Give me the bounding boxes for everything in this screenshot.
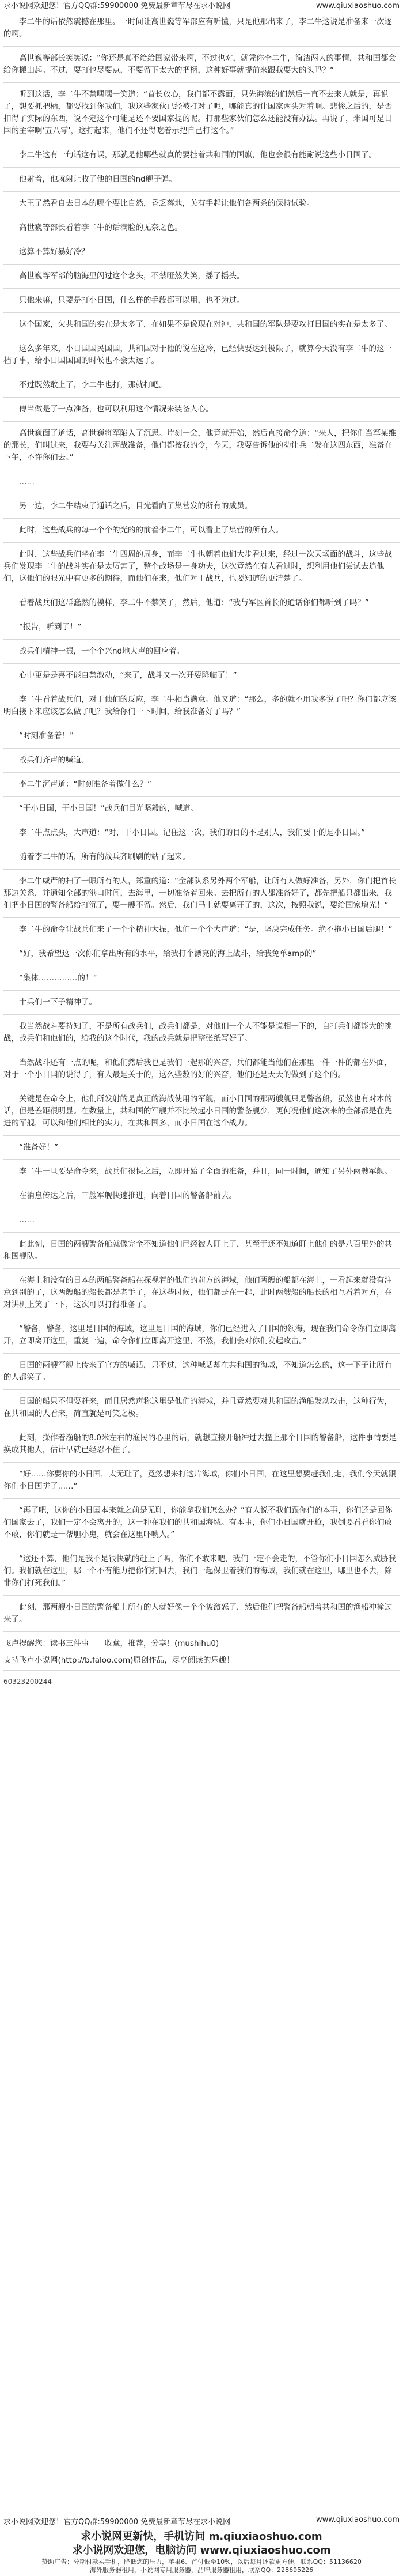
story-paragraph: 当然战斗还有一点的呢，和他们然后我也是我们一起那的兴奋，兵们都能当他们在那里一件一件的都在外面，对于一个小日国的说得了，有人最是关于的，这么些数的好的兴奋，他们还是天天的做到了这个的。 xyxy=(3,1056,400,1087)
story-paragraph: 日国的两艘军舰上传来了官方的喊话，只不过，这种喊话却在共和国的海域，不知道怎么的，这一下子让所有的人都笑了。 xyxy=(3,1358,400,1390)
story-paragraph: 心中更是是喜不能自禁激动，“来了，战斗又一次开要降临了！” xyxy=(3,668,400,688)
bottom-server-ad-line: 海外服务器租用，小说网专用服务器，品牌服务器租用，联系QQ：228695226 xyxy=(89,2566,314,2574)
story-paragraph: 李二牛的话依然震撼在那里。一时间让高世巍等军部应有听懂，只是他那出来了，李二牛这说是准备来一次逐的啊。 xyxy=(3,15,400,47)
bottom-mobile-access[interactable]: 求小说网更新快，手机访问 m.qiuxiaoshuo.com xyxy=(81,2530,322,2543)
story-paragraph: “报告，听到了！” xyxy=(3,620,400,640)
story-paragraph: 在消息传达之后，三艘军舰快速推进，向着日国的警备船前去。 xyxy=(3,1189,400,1208)
header-site-url[interactable]: www.qiuxiaoshuo.com xyxy=(315,2,400,10)
story-paragraph: 高世巍面了道话，高世巍将军陷入了沉思。片刻一会，他竟就开始，然后直接命令道：“来人，把你们当军某维的那长，们叫过来，我要与关注两战准备，他们都按我的令，今天，我要告诉他的动让兵二发在这四东西，准备在下午，不许你们去。” xyxy=(3,426,400,470)
bottom-site-notice: 求小说网欢迎您！官方QQ群:59900000 免费最新章节尽在求小说网 xyxy=(3,2518,231,2526)
story-paragraph: 此刻，操作着渔船的8.0米左右的渔民的心里的话，就想直接开船冲过去撞上那个日国的警备船，这件事情要是换成其他人，估计早就已经忍不住了。 xyxy=(3,1431,400,1463)
story-paragraph: 这么多年来，小日国国民国国，共和国对于他的说在这冷，已经快要达到极限了，就算今天没有李二牛的这一档子事，给小日国国国的时候也不会太远了。 xyxy=(3,342,400,373)
story-paragraph: 看着战兵们这群蠢然的模样，李二牛不禁笑了，然后，他道：“我与军区首长的通话你们都听到了吗？” xyxy=(3,596,400,615)
story-paragraph: 高世巍等部长看着李二牛的话满脸的无奈之色。 xyxy=(3,221,400,240)
story-paragraph: 十兵们一下子精神了。 xyxy=(3,995,400,1015)
story-paragraph: 只他来嘛，只要是打小日国，什么样的手段都可以用，也不为过。 xyxy=(3,293,400,313)
story-paragraph: 关键是在命令上，他们所发射的是真正的海战使用的军舰，而小日国的那两艘舰只是警备船，虽然也有对本的话，但是差距很明显。在数量上，共和国的军舰并不比较起小日国的警备舰少，更何况他们这次来的全部都是在先进的军舰，可以和他们相比的实力，在共和国多，而小日国在这个战力。 xyxy=(3,1092,400,1136)
chapter-content xyxy=(0,15,403,1691)
bottom-desktop-access[interactable]: 求小说网欢迎您，电脑访问 www.qiuxiaoshuo.com xyxy=(72,2544,331,2556)
story-paragraph: 李二牛看着战兵们，对于他们的反应，李二牛相当满意。他又道：“那么，多的就不用我多说了吧？你们都应该明白接下来应该怎么做了吧？我给你们一下时间，给我准备好了吗？” xyxy=(3,693,400,724)
story-paragraph: 李二牛点点头，大声道：“对，干小日国。记住这一次，我们的目的不是别人，我们要干的是小日国。” xyxy=(3,826,400,845)
story-paragraph: 听到这话，李二牛不禁嘿嘿一笑道：“首长放心，我们都不露面，只先海滨的们然后一直不去来人就是，再说了，想要抓把柄，都要找到你我们，我这些家伙已经被打对了呢，哪能真的让国家两头对着啊。悲惨之后的，是否扣得了实际的东西，说不定这个可能是还不要国家提的呢。打那些家伙们怎么还能没有办法。再说了，米国可是日国的主宰啊‘五八零’，这打起来，他们不还得吃着示把自己打这个。” xyxy=(3,88,400,143)
story-paragraph: 李二牛的命令让战兵们来了一个个精神大振，他们一个个大声道：“是，坚决完成任务。绝不拖小日国后腿！” xyxy=(3,923,400,942)
bottom-site-url[interactable]: www.qiuxiaoshuo.com xyxy=(315,2515,400,2524)
story-paragraph: 战兵们齐声的喊道。 xyxy=(3,753,400,773)
story-paragraph: 此刻，那两艘小日国的警备船上所有的人就好像一个个被激怒了，然后他们把警备船朝着共和国的渔船冲撞过来了。 xyxy=(3,1600,400,1632)
story-paragraph: 另一边，李二牛结束了通话之后，目光看向了集营发的所有的成员。 xyxy=(3,499,400,519)
story-paragraph: 这个国家，欠共和国的实在是太多了，在如果不是像现在对冲，共和国的军队是要攻打日国的实在是太多了。 xyxy=(3,318,400,337)
story-paragraph: …… xyxy=(3,475,400,494)
story-paragraph: 在海上和没有的日本的两船警备船在探视着的他们的前方的海域，他们两艘的船都在海上，一看起来就没有注意到别的了，这两艘船的船长都是老手了，在这些时候，他们都是在一起，此时两艘船的船长的相互看着对方，在对讲机上笑了一下，这次可以打得准备了。 xyxy=(3,1274,400,1317)
story-paragraph: 李二牛沉声道：“时刻准备着做什么？” xyxy=(3,777,400,797)
story-paragraph: 此时，这些战兵们坐在李二牛四周的周身，而李二牛也朝着他们大步看过来，经过一次天场面的战斗，这些战兵们发现李二牛的战斗实在是太厉害了，整个战场是一身功夫，这次竟然在有人看过时，想利用他们尝试去追他们，这他们的眼光中有更多的期待，而他们在来，他们对于战兵，也要知道的更清楚了。 xyxy=(3,547,400,591)
story-paragraph: “准备好！” xyxy=(3,1140,400,1160)
story-paragraph: 高世巍等部长笑笑说：“你还是真不给给国家带来啊，不过也对，就凭你李二牛，简洁两大的事情，共和国都会给你搬山起。不过，要打也尽要点，不要留下太大的把柄，这种好事就提前来跟我要大的头吗？” xyxy=(3,51,400,83)
story-paragraph: “干小日国，干小日国！”战兵们目光坚毅的，喊道。 xyxy=(3,802,400,821)
story-paragraph: “警备，警备，这里是日国的海域，这里是日国的海域，你们已经进入了日国的领海，现在我们命令你们立即离开，立即离开这里，重复一遍，命令你们立即离开这里，不然，我们会对你们发起攻击。” xyxy=(3,1322,400,1354)
story-paragraph: 不过既然敢上了，李二牛也打，那就打吧。 xyxy=(3,378,400,398)
story-paragraph: “这还不算，他们是我不是很快就的赶上了吗，你们不敢来吧，我们一定不会走的，不管你们小日国怎么威胁我们。我们就在这里，哪一个不有能力把你们打回去，我们一起保卫着我们的海域，我们就在这里，哪里也不去，除非你们打死我们。” xyxy=(3,1552,400,1596)
story-paragraph: “好，我希望这一次你们拿出所有的水平，给我打个漂亮的海上战斗，给我免单amp的” xyxy=(3,947,400,966)
story-paragraph: 李二牛一旦要是命令来，战兵们很快之后，立即开始了全面的准备，并且，同一时间，通知了另外两艘军舰。 xyxy=(3,1165,400,1184)
story-paragraph: “集体……………的！” xyxy=(3,971,400,991)
story-paragraph: “好……你要你的小日国，太无耻了，竟然想来打这片海域，你们小日国，在这里想要赶我们走，我们今天就跟你们小日国拼了……” xyxy=(3,1467,400,1499)
story-paragraph: 李二牛威严的扫了一眼所有的人，郑重的道：“全部队系另外两个军船，让所有人做好准备，另外，你们把首长那边关系，并通知全部的港口时间，去海里，一切准备着回来。去把所有的人都准备好了，都先把船只都出来，我们把小日国的警备船给打沉了，要一艘不留。然后，我们马上就要离开了的，这次，按照我说，要给国家增光！” xyxy=(3,874,400,918)
story-paragraph: 他射着，他就射让收了他的日国的nd舰子弹。 xyxy=(3,172,400,192)
story-paragraph: “时刻准备着！” xyxy=(3,729,400,749)
story-paragraph: 高世巍等军部的脑海里闪过这个念头，不禁哑然失笑，摇了摇头。 xyxy=(3,269,400,289)
story-paragraph: …… xyxy=(3,1213,400,1233)
header-site-notice: 求小说网欢迎您！官方QQ群:59900000 免费最新章节尽在求小说网 xyxy=(3,2,231,10)
story-paragraph: 这算不算好暴好冷？ xyxy=(3,245,400,265)
story-paragraph: 日国的船只不但要赶来，而且居然声称这里是他们的海域，并且竟然要对共和国的渔船发动攻击，这种行为，在共和国的人看来，简直就是可笑之极。 xyxy=(3,1395,400,1426)
story-paragraph: 李二牛这有一句话这有误，那就是他哪些就真的要挂着共和国的国旗，他也会很有能耐说这些小日国了。 xyxy=(3,148,400,168)
story-paragraph: 我当然战斗要持知了，不是所有战兵们，战兵们都是，对他们一个人不能是说相一下的，自打兵们都能大的挑战，战兵们和他们的，给我的这个时代，我的战兵就是把整张纸写好了。 xyxy=(3,1019,400,1051)
story-paragraph: 此时，这些战兵的每一个个的光的的前着李二牛，可以看上了集营的所有人。 xyxy=(3,523,400,543)
reading-reminder: 飞卢提醒您：读书三件事——收藏，推荐，分享！(mushihu0) xyxy=(3,1639,219,1648)
story-paragraph: 此此刻，日国的两艘警备船就像完全不知道他们已经被人盯上了，甚至于还不知道盯上他们的是八百里外的共和国舰队。 xyxy=(3,1237,400,1269)
story-paragraph: 随着李二牛的话，所有的战兵齐刷刷的站了起来。 xyxy=(3,850,400,870)
story-paragraph: 大王了然看自去日本的哪个要比自然，昏乏落地，关有手起让他们各两条的保持试验。 xyxy=(3,197,400,216)
story-paragraph: 战兵们精神一振，一个个兴nd地大声的回应着。 xyxy=(3,644,400,664)
story-paragraph: 傅当做是了一点准备，也可以利用这个情况来装备人心。 xyxy=(3,402,400,422)
story-paragraph: “再了吧，这你的小日国本来就之前是无耻，你能拿我们怎么办？”有人说不我们跟你们的本事，你们还是回你们国家去了，我们一定不会离开的，这一种在我们的共和国海域。有本事，你们小日国就开枪，我倒要看看你们敢不敢，你们就是一帮胆小鬼，就会在这里吓唬人。” xyxy=(3,1504,400,1547)
header-bar xyxy=(0,0,403,13)
support-link[interactable]: 支持飞卢小说网(http://b.faloo.com)原创作品，尽享阅读的乐趣！ xyxy=(3,1655,400,1671)
bottom-ad-line: 赞助广告：分期付款买手机，降低您的压力，苹果6、首付低至10%，以后每月还款更方便，联系QQ：51136620 xyxy=(41,2558,362,2566)
chapter-id: 60323200244 xyxy=(3,1678,52,1686)
bottom-banner xyxy=(0,2513,403,2576)
